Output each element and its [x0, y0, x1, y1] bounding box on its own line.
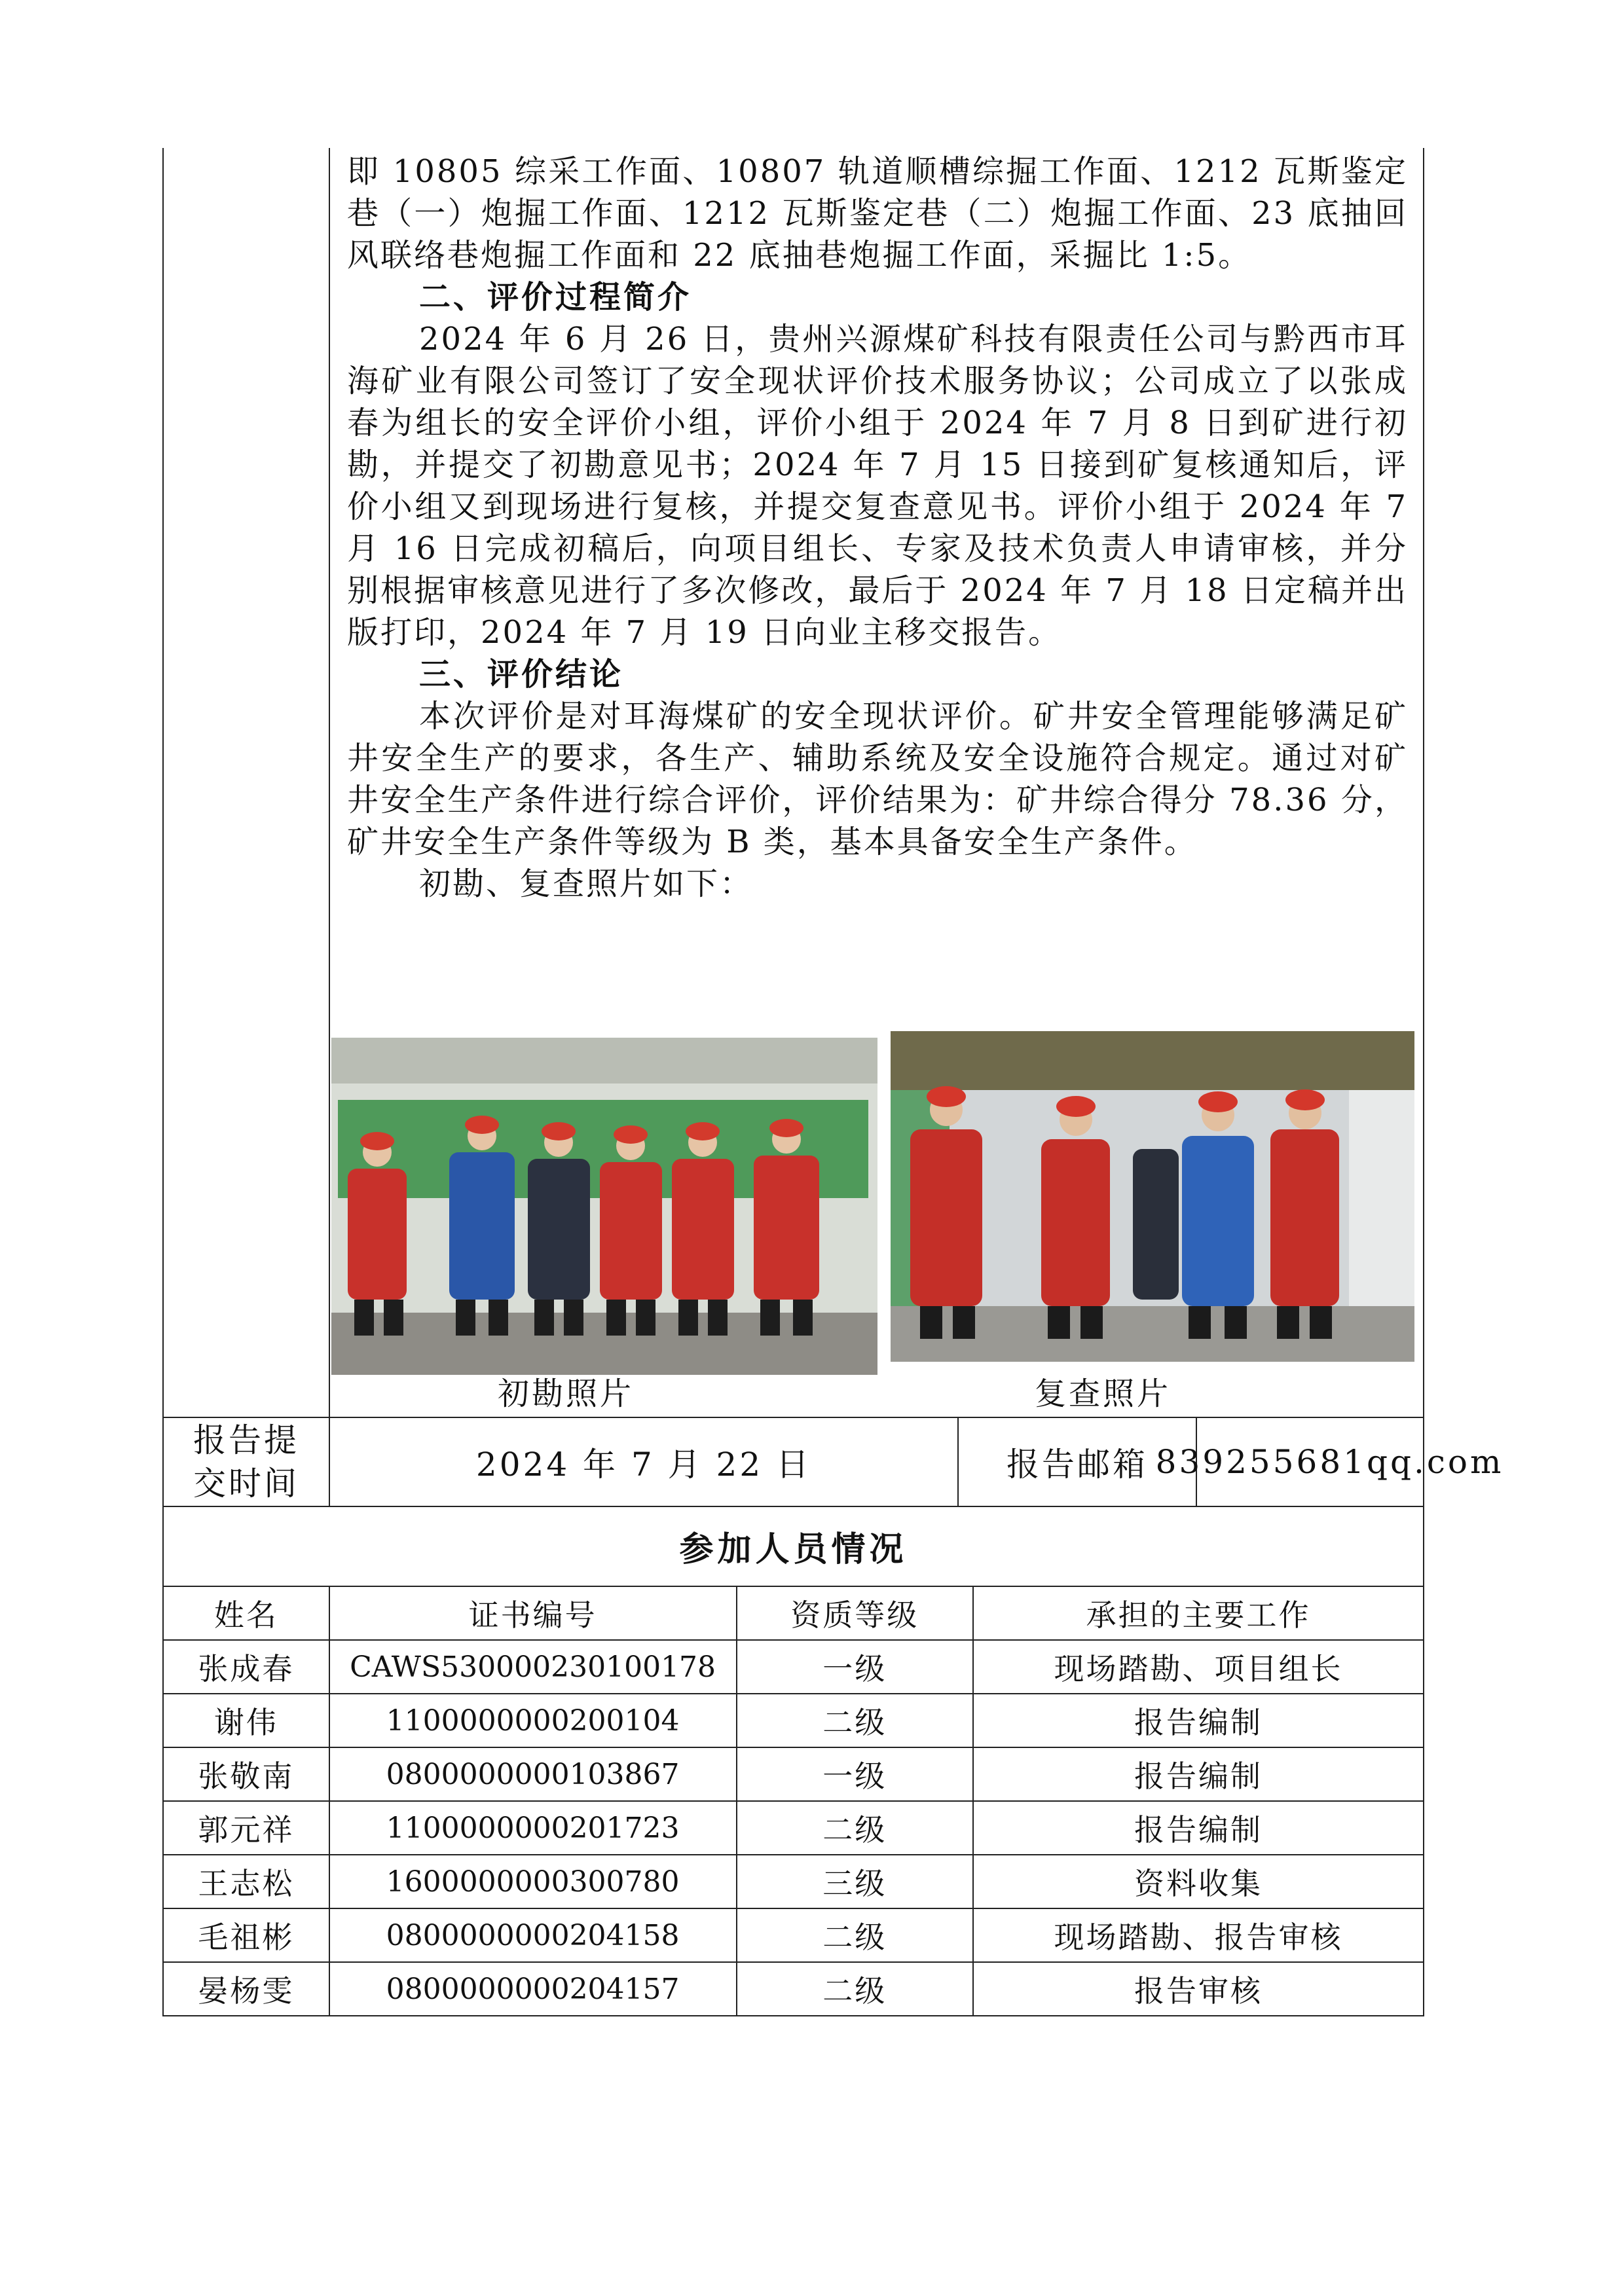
main-duty: 现场踏勘、项目组长	[973, 1640, 1424, 1694]
report-email-value: 839255681qq.com	[1155, 1443, 1504, 1481]
initial-survey-photo	[331, 1038, 877, 1375]
table-row	[163, 1640, 1424, 1694]
main-duty: 报告审核	[973, 1962, 1424, 2016]
process-paragraph: 2024 年 6 月 26 日，贵州兴源煤矿科技有限责任公司与黔西市耳海矿业有限公司签订了安全现状评价技术服务协议；公司成立了以张成春为组长的安全评价小组，评价小组于 2024 年 7 月 8 日到矿进行初勘，并提交了初勘意见书；2024 年 7 月 15 日接到矿复核通知后，评价小组又到现场进行复核，并提交复查意见书。评价小组于 2024 年 7 月 16 日完成初稿后，向项目组长、专家及技术负责人申请审核，并分别根据审核意见进行了多次修改，最后于 2024 年 7 月 18 日定稿并出版打印，2024 年 7 月 19 日向业主移交报告。	[347, 321, 1408, 651]
submission-row	[162, 1417, 1504, 1507]
review-photo	[891, 1031, 1414, 1362]
qualification-level: 三级	[737, 1855, 973, 1908]
report-email-label: 报告邮箱	[959, 1418, 1197, 1506]
person-name: 王志松	[163, 1855, 329, 1908]
person-name: 张成春	[163, 1640, 329, 1694]
table-row	[163, 1855, 1424, 1908]
blank-label-column	[164, 148, 330, 1417]
main-duty: 报告编制	[973, 1801, 1424, 1855]
certificate-number: 0800000000204157	[329, 1962, 737, 2016]
process-heading: 二、评价过程简介	[419, 279, 692, 316]
person-name: 郭元祥	[163, 1801, 329, 1855]
table-row	[163, 1801, 1424, 1855]
person-name: 晏杨雯	[163, 1962, 329, 2016]
person-name: 谢伟	[163, 1694, 329, 1747]
qualification-level: 二级	[737, 1908, 973, 1962]
submission-time-label-line1: 报告提	[193, 1421, 299, 1459]
table-row	[163, 1908, 1424, 1962]
personnel-table	[162, 1586, 1424, 2016]
review-photo-caption: 复查照片	[1035, 1376, 1172, 1412]
table-row	[163, 1694, 1424, 1747]
conclusion-heading: 三、评价结论	[419, 656, 624, 693]
person-name: 张敬南	[163, 1747, 329, 1801]
certificate-number: 1600000000300780	[329, 1855, 737, 1908]
main-duty: 报告编制	[973, 1694, 1424, 1747]
header-name: 姓名	[163, 1586, 329, 1640]
header-duty: 承担的主要工作	[973, 1586, 1424, 1640]
narrative-text	[347, 151, 1408, 905]
main-duty: 现场踏勘、报告审核	[973, 1908, 1424, 1962]
submission-time-label	[164, 1418, 330, 1506]
main-duty: 报告编制	[973, 1747, 1424, 1801]
qualification-level: 二级	[737, 1801, 973, 1855]
person-name: 毛祖彬	[163, 1908, 329, 1962]
certificate-number: 0800000000204158	[329, 1908, 737, 1962]
qualification-level: 二级	[737, 1962, 973, 2016]
qualification-level: 二级	[737, 1694, 973, 1747]
qualification-level: 一级	[737, 1640, 973, 1694]
certificate-number: 1100000000200104	[329, 1694, 737, 1747]
submission-time-label-line2: 交时间	[193, 1465, 299, 1503]
initial-photo-caption: 初勘照片	[498, 1376, 635, 1412]
submission-date: 2024 年 7 月 22 日	[330, 1418, 959, 1506]
intro-paragraph: 即 10805 综采工作面、10807 轨道顺槽综掘工作面、1212 瓦斯鉴定巷（一）炮掘工作面、1212 瓦斯鉴定巷（二）炮掘工作面、23 底抽回风联络巷炮掘工作面和 22 底抽巷炮掘工作面，采掘比 1:5。	[347, 153, 1408, 274]
certificate-number: 1100000000201723	[329, 1801, 737, 1855]
header-certificate: 证书编号	[329, 1586, 737, 1640]
table-row	[163, 1962, 1424, 2016]
table-header-row	[163, 1586, 1424, 1640]
certificate-number: 0800000000103867	[329, 1747, 737, 1801]
personnel-title: 参加人员情况	[162, 1506, 1424, 1587]
certificate-number: CAWS530000230100178	[329, 1640, 737, 1694]
photos-intro: 初勘、复查照片如下：	[419, 866, 754, 902]
conclusion-paragraph: 本次评价是对耳海煤矿的安全现状评价。矿井安全管理能够满足矿井安全生产的要求，各生产、辅助系统及安全设施符合规定。通过对矿井安全生产条件进行综合评价，评价结果为：矿井综合得分 78.36 分，矿井安全生产条件等级为 B 类，基本具备安全生产条件。	[347, 698, 1408, 860]
header-qualification: 资质等级	[737, 1586, 973, 1640]
main-duty: 资料收集	[973, 1855, 1424, 1908]
table-row	[163, 1747, 1424, 1801]
qualification-level: 一级	[737, 1747, 973, 1801]
